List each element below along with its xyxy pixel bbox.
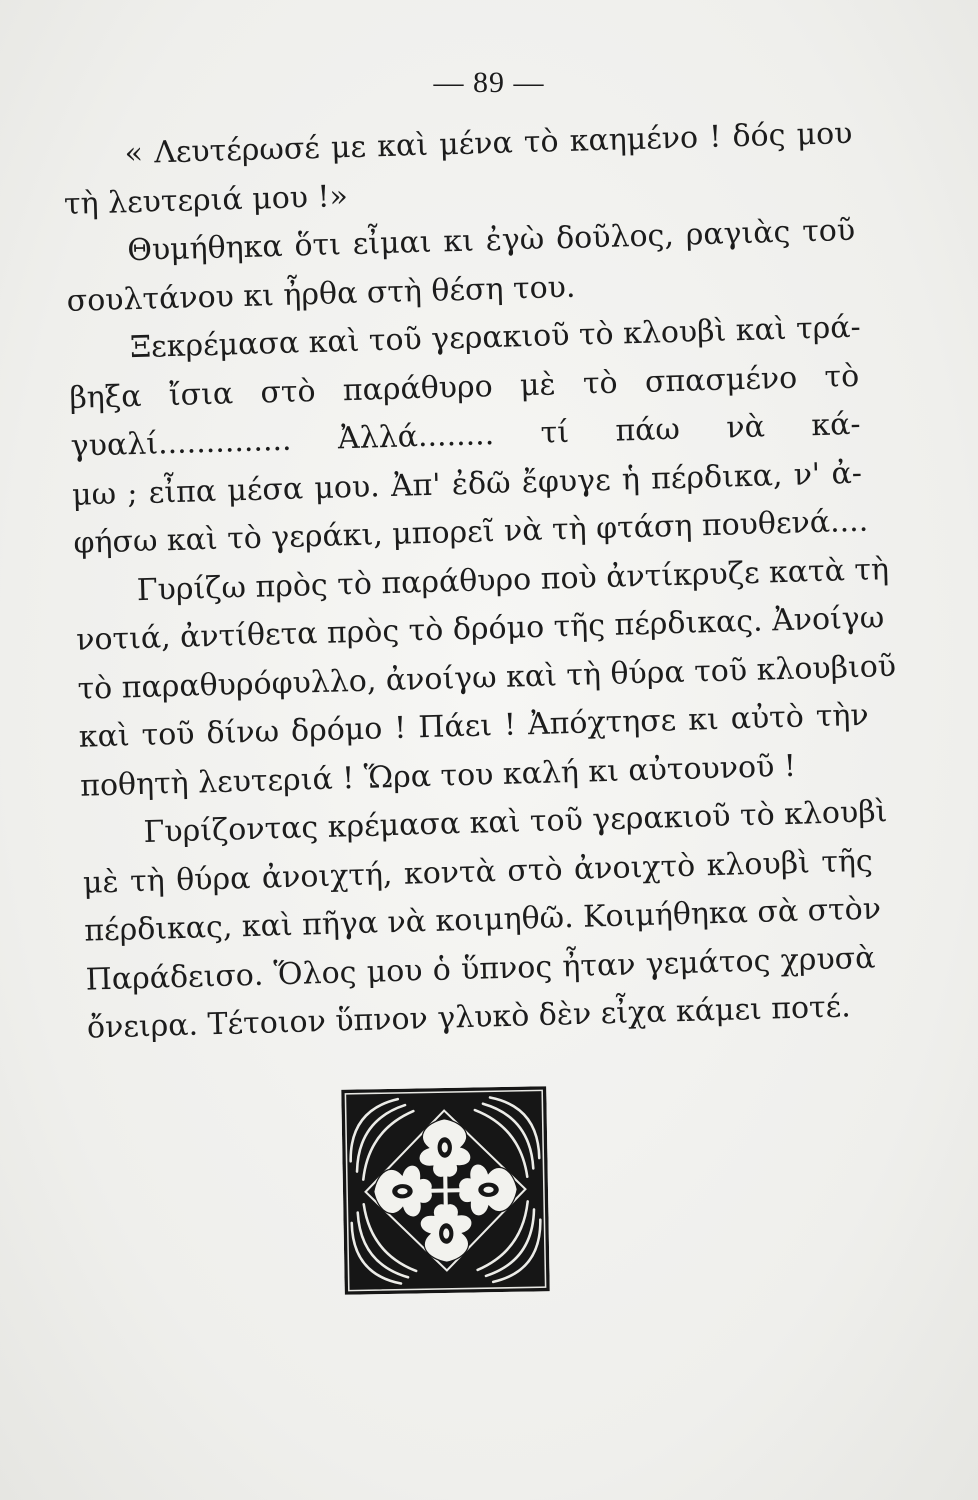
text-line: φήσω καὶ τὸ γεράκι, μπορεῖ νὰ τὴ φτάση πουθενά....	[73, 503, 869, 561]
text-line: τὴ λευτεριά μου !»	[63, 178, 349, 222]
text-line: « Λευτέρωσέ με καὶ μένα τὸ καημένο ! δός μου	[124, 115, 853, 172]
body-text	[62, 110, 897, 1053]
text-line: Παράδεισο. Ὅλος μου ὁ ὕπνος ἦταν γεμάτος χρυσὰ	[85, 940, 876, 998]
text-line: Θυμήθηκα ὅτι εἶμαι κι ἐγὼ δοῦλος, ραγιὰς τοῦ	[126, 212, 856, 269]
text-line: γυαλί.............. Ἀλλά........ τί πάω νὰ κά-	[70, 406, 861, 464]
text-line: Γυρίζω πρὸς τὸ παράθυρο ποὺ ἀντίκρυζε κατὰ τὴ	[136, 551, 890, 608]
page-number: — 89 —	[433, 66, 545, 99]
text-line: ποθητὴ λευτεριά ! Ὥρα του καλή κι αὐτουνοῦ !	[79, 748, 797, 804]
text-line: καὶ τοῦ δίνω δρόμο ! Πάει ! Ἀπόχτησε κι αὐτὸ τὴν	[78, 697, 870, 755]
text-line: μὲ τὴ θύρα ἀνοιχτή, κοντὰ στὸ ἀνοιχτὸ κλουβὶ τῆς	[82, 843, 874, 901]
text-line: σουλτάνου κι ἦρθα στὴ θέση του.	[66, 269, 576, 319]
text-line: Ξεκρέμασα καὶ τοῦ γερακιοῦ τὸ κλουβὶ καὶ τρά-	[129, 309, 862, 366]
floral-ornament-icon	[341, 1086, 550, 1295]
text-line: βηξα ἴσια στὸ παράθυρο μὲ τὸ σπασμένο τὸ	[68, 358, 860, 416]
text-line: πέρδικας, καὶ πῆγα νὰ κοιμηθῶ. Κοιμήθηκα σὰ στὸν	[83, 891, 882, 949]
text-line: Γυρίζοντας κρέμασα καὶ τοῦ γερακιοῦ τὸ κλουβὶ	[143, 794, 888, 850]
text-line: τὸ παραθυρόφυλλο, ἀνοίγω καὶ τὴ θύρα τοῦ κλουβιοῦ	[77, 648, 897, 707]
text-line: μω ; εἶπα μέσα μου. Ἀπ' ἐδῶ ἔφυγε ἡ πέρδικα, ν' ἀ-	[71, 455, 863, 513]
text-line: ὄνειρα. Τέτοιον ὕπνον γλυκὸ δὲν εἶχα κάμει ποτέ.	[86, 989, 852, 1046]
text-line: νοτιά, ἀντίθετα πρὸς τὸ δρόμο τῆς πέρδικας. Ἀνοίγω	[75, 600, 885, 658]
